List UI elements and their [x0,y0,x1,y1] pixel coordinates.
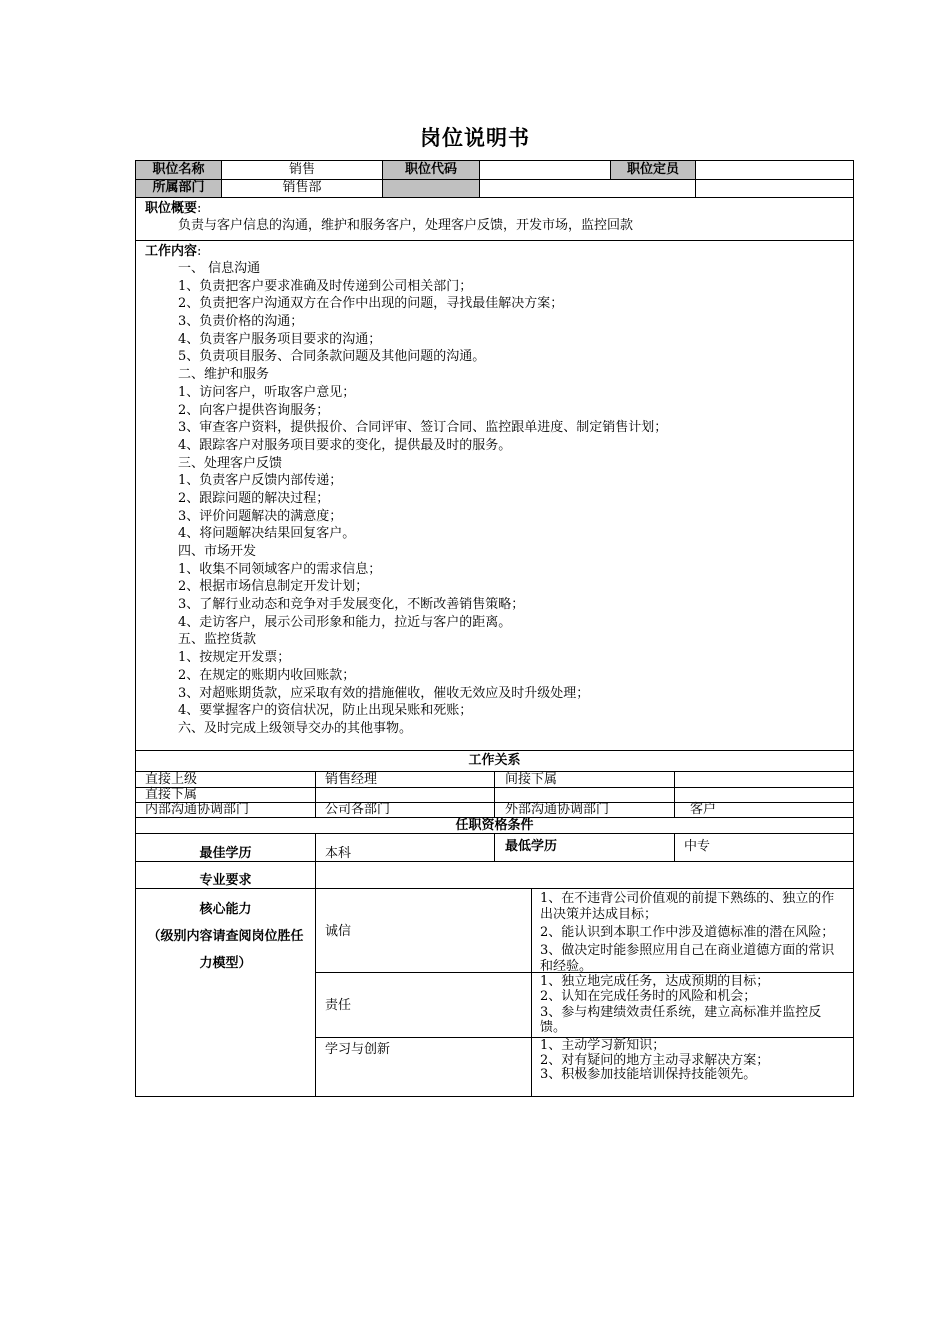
competency-item: 1、在不违背公司价值观的前提下熟练的、独立的作出决策并达成目标； [540,891,835,922]
duty-line: 4、负责客户服务项目要求的沟通； [178,331,382,347]
qualifications-header: 任职资格条件 [455,818,534,833]
internal-coordination-value: 公司各部门 [325,802,391,817]
duty-line: 2、向客户提供咨询服务； [178,402,330,418]
duty-line: 一、 信息沟通 [178,261,261,276]
duty-line: 1、访问客户，听取客户意见； [178,384,356,400]
competency-item: 2、对有疑问的地方主动寻求解决方案； [540,1052,770,1068]
duty-line: 4、将问题解决结果回复客户。 [178,526,356,542]
duty-line: 4、要掌握客户的资信状况，防止出现呆账和死账； [178,703,473,719]
competency-name: 诚信 [325,924,352,939]
position-name-value: 销售 [288,162,315,177]
internal-coordination-label: 内部沟通协调部门 [145,802,250,817]
duty-line: 1、负责把客户要求准确及时传递到公司相关部门； [178,278,473,294]
superior-value: 销售经理 [325,772,378,787]
duty-line: 3、了解行业动态和竞争对手发展变化，不断改善销售策略； [178,597,525,613]
competency-items [540,1039,846,1083]
page-title: 岗位说明书 [420,126,530,150]
indirect-subordinate-label: 间接下属 [505,772,558,787]
duty-line: 1、收集不同领域客户的需求信息； [178,561,382,577]
best-education-value: 本科 [325,846,352,861]
headcount-label: 职位定员 [626,162,679,177]
duty-line: 5、负责项目服务、合同条款问题及其他问题的沟通。 [178,349,486,365]
duty-line: 4、走访客户，展示公司形象和能力，拉近与客户的距离。 [178,614,512,630]
position-code-label: 职位代码 [404,162,457,177]
core-competency-note-2: 力模型） [199,956,252,971]
duty-line: 3、评价问题解决的满意度； [178,508,343,524]
summary-heading [145,201,201,217]
min-education-label: 最低学历 [505,839,558,854]
position-name-label: 职位名称 [152,162,205,177]
direct-subordinate-label: 直接下属 [145,787,198,802]
summary-label: 职位概要 [145,201,198,216]
duties-label: 工作内容 [145,244,198,259]
duty-line: 2、负责把客户沟通双方在合作中出现的问题，寻找最佳解决方案； [178,296,564,312]
competency-item: 1、主动学习新知识； [540,1038,666,1053]
duty-line: 2、跟踪问题的解决过程； [178,490,330,506]
core-competency-label: 核心能力 [199,902,252,917]
duty-line: 六、及时完成上级领导交办的其他事物。 [178,720,413,736]
competency-items [540,891,846,975]
department-label: 所属部门 [152,180,205,195]
competency-item: 3、积极参加技能培训保持技能领先。 [540,1067,757,1082]
duty-line: 3、审查客户资料，提供报价、合同评审、签订合同、监控跟单进度、制定销售计划； [178,420,668,436]
competency-item: 3、参与构建绩效责任系统，建立高标准并监控反馈。 [540,1005,822,1035]
competency-item: 3、做决定时能参照应用自己在商业道德方面的常识和经验。 [540,943,835,974]
relations-header: 工作关系 [468,753,521,768]
duty-line: 五、监控货款 [178,632,257,648]
competency-name: 学习与创新 [325,1042,391,1057]
core-competency-note-1: （级别内容请查阅岗位胜任 [147,929,304,944]
duty-line: 1、负责客户反馈内部传递； [178,473,343,489]
competency-name: 责任 [325,998,352,1013]
duty-line: 二、维护和服务 [178,367,270,383]
duty-line: 2、根据市场信息制定开发计划； [178,579,369,595]
best-education-label: 最佳学历 [199,846,252,861]
summary-colon: : [197,201,202,216]
summary-text: 负责与客户信息的沟通，维护和服务客户，处理客户反馈，开发市场，监控回款 [178,218,634,233]
major-label: 专业要求 [199,873,252,888]
duty-line: 3、对超账期货款，应采取有效的措施催收，催收无效应及时升级处理； [178,685,590,701]
duty-line: 1、按规定开发票； [178,650,291,666]
superior-label: 直接上级 [145,772,198,787]
duties-colon: : [197,244,202,259]
competency-items [540,975,846,1035]
competency-item: 1、独立地完成任务，达成预期的目标； [540,974,770,989]
duty-line: 四、市场开发 [178,544,257,559]
duty-line: 3、负责价格的沟通； [178,314,304,330]
department-value: 销售部 [282,180,322,195]
duty-line: 4、跟踪客户对服务项目要求的变化，提供最及时的服务。 [178,437,512,453]
min-education-value: 中专 [684,839,711,854]
duties-list [178,260,667,738]
competency-item: 2、能认识到本职工作中涉及道德标准的潜在风险； [540,925,835,940]
external-coordination-label: 外部沟通协调部门 [505,802,610,817]
duties-heading [145,244,201,260]
external-coordination-value: 客户 [690,802,717,817]
duty-line: 2、在规定的账期内收回账款； [178,667,356,683]
competency-item: 2、认知在完成任务时的风险和机会； [540,988,757,1004]
duty-line: 三、处理客户反馈 [178,455,283,471]
